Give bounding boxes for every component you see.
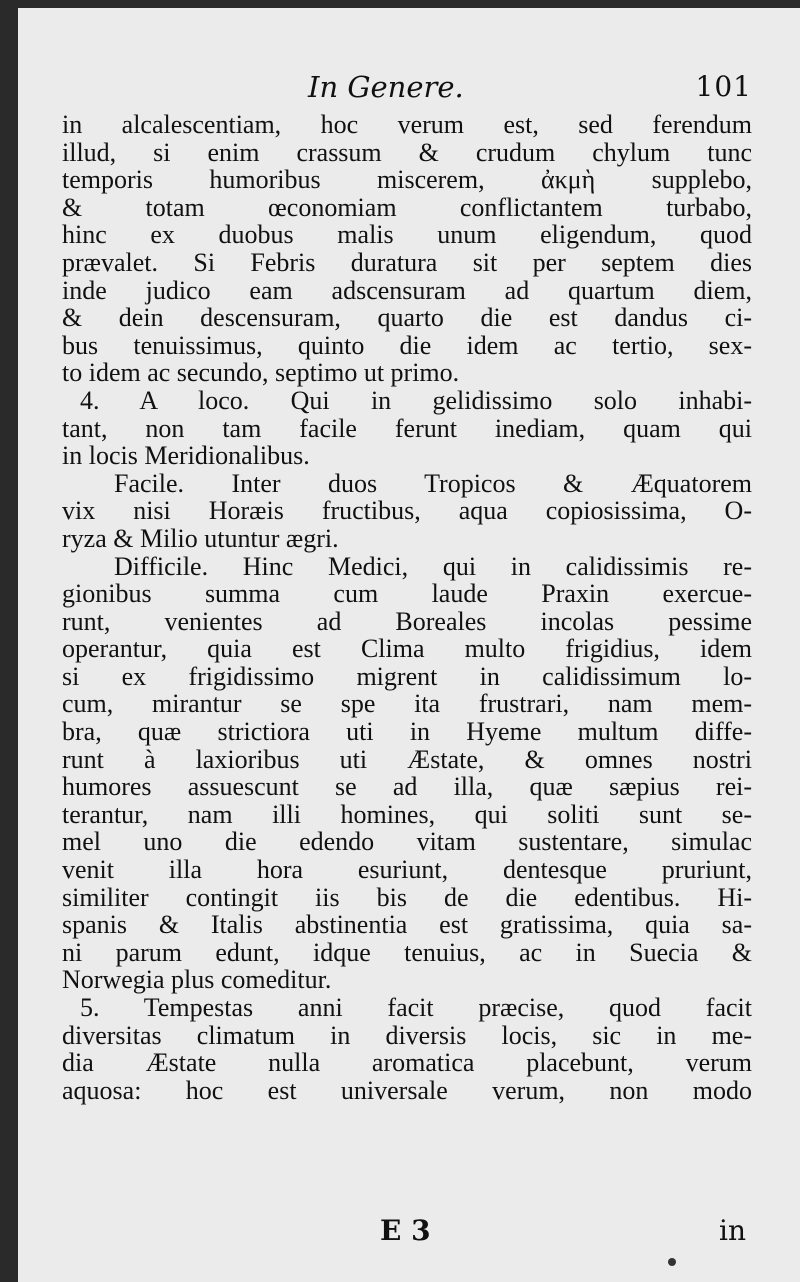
text-line: spanis & Italis abstinentia est gratissima, quia sa- xyxy=(62,910,752,940)
text-line: 5. Tempestas anni facit præcise, quod facit xyxy=(80,993,752,1022)
signature-mark: E 3 xyxy=(380,1214,431,1247)
text-line: Facile. Inter duos Tropicos & Æquatorem xyxy=(114,468,752,498)
page-footer xyxy=(18,1214,800,1248)
text-line: in alcalescentiam, hoc verum est, sed ferendum xyxy=(62,110,752,139)
text-line: inde judico eam adscensuram ad quartum diem, xyxy=(62,275,752,305)
text-line: bra, quæ strictiora uti in Hyeme multum diffe- xyxy=(62,717,752,747)
text-line: similiter contingit iis bis de die edentibus. Hi- xyxy=(62,882,752,912)
body-text xyxy=(62,111,752,1104)
text-line: hinc ex duobus malis unum eligendum, quod xyxy=(62,220,752,250)
catchword: in xyxy=(719,1214,746,1247)
text-line: temporis humoribus miscerem, ἀκμὴ supplebo, xyxy=(62,165,752,195)
text-line: runt, venientes ad Boreales incolas pessime xyxy=(62,606,752,636)
text-line: vix nisi Horæis fructibus, aqua copiosissima, O- xyxy=(62,496,752,526)
text-line: terantur, nam illi homines, qui soliti sunt se- xyxy=(62,799,752,829)
text-line: & dein descensuram, quarto die est dandus ci- xyxy=(62,303,752,333)
text-line: illud, si enim crassum & crudum chylum tunc xyxy=(62,137,752,167)
text-line: bus tenuissimus, quinto die idem ac tertio, sex- xyxy=(62,330,752,360)
text-line: mel uno die edendo vitam sustentare, simulac xyxy=(62,827,752,857)
text-line: to idem ac secundo, septimo ut primo. xyxy=(62,358,460,388)
text-line: prævalet. Si Febris duratura sit per septem dies xyxy=(62,247,752,277)
text-line: runt à laxioribus uti Æstate, & omnes nostri xyxy=(62,744,752,774)
text-line: humores assuescunt se ad illa, quæ sæpius rei- xyxy=(62,772,752,802)
text-line: si ex frigidissimo migrent in calidissimum lo- xyxy=(62,661,752,691)
text-line: venit illa hora esuriunt, dentesque pruriunt, xyxy=(62,855,752,885)
text-line: cum, mirantur se spe ita frustrari, nam mem- xyxy=(62,689,752,719)
text-line: ryza & Milio utuntur ægri. xyxy=(62,523,339,553)
text-line: diversitas climatum in diversis locis, sic in me- xyxy=(62,1020,752,1050)
text-line: tant, non tam facile ferunt inediam, quam qui xyxy=(62,413,752,443)
text-line: in locis Meridionalibus. xyxy=(62,441,310,471)
text-line: aquosa: hoc est universale verum, non modo xyxy=(62,1075,752,1105)
page-header xyxy=(18,70,800,104)
text-line: dia Æstate nulla aromatica placebunt, verum xyxy=(62,1048,752,1078)
text-line: operantur, quia est Clima multo frigidius, idem xyxy=(62,634,752,664)
book-page xyxy=(18,8,800,1282)
text-line: Difficile. Hinc Medici, qui in calidissimis re- xyxy=(114,551,752,581)
page-number: 101 xyxy=(695,70,752,103)
text-line: gionibus summa cum laude Praxin exercue- xyxy=(62,579,752,609)
text-line: 4. A loco. Qui in gelidissimo solo inhabi- xyxy=(80,385,752,415)
text-line: & totam œconomiam conflictantem turbabo, xyxy=(62,192,752,222)
text-line: Norwegia plus comeditur. xyxy=(62,965,332,995)
running-title: In Genere. xyxy=(308,70,464,104)
text-line: ni parum edunt, idque tenuius, ac in Suecia & xyxy=(62,937,752,967)
ink-speck xyxy=(668,1258,676,1266)
